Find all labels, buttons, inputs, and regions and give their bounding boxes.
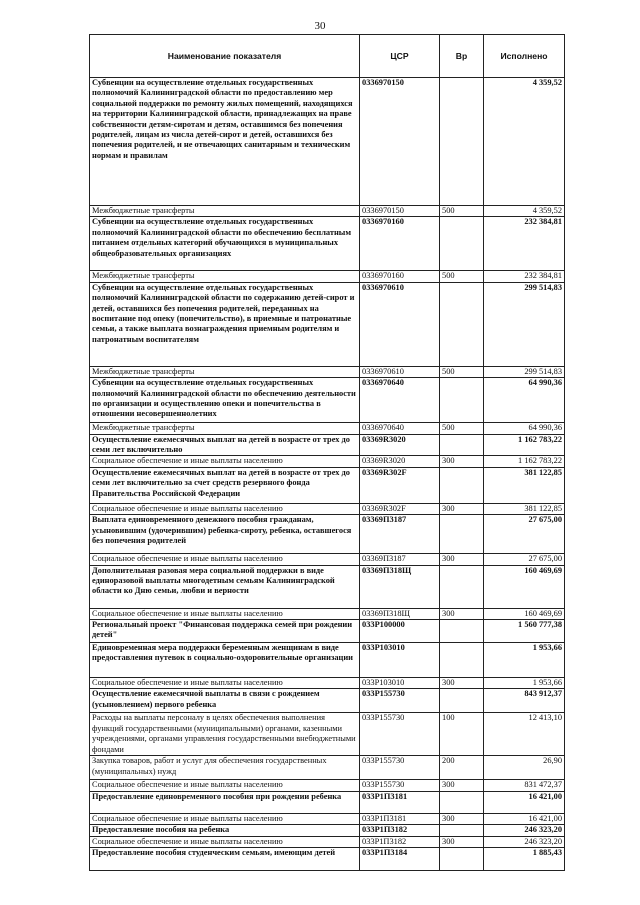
cell-csr: 0336970160 [360, 217, 440, 271]
table-row [90, 206, 565, 217]
cell-amount: 1 953,66 [484, 678, 565, 689]
cell-csr: 033P103010 [360, 643, 440, 678]
cell-vr: 300 [440, 678, 484, 689]
cell-name: Социальное обеспечение и иные выплаты населению [90, 554, 360, 565]
cell-csr: 03369R302F [360, 503, 440, 514]
cell-name: Социальное обеспечение и иные выплаты населению [90, 608, 360, 619]
cell-amount: 246 323,20 [484, 825, 565, 836]
cell-amount: 160 469,69 [484, 565, 565, 608]
cell-vr [440, 467, 484, 503]
cell-amount: 16 421,00 [484, 791, 565, 813]
cell-name: Межбюджетные трансферты [90, 206, 360, 217]
table-row [90, 825, 565, 836]
cell-csr: 03369R3020 [360, 456, 440, 467]
table-row [90, 791, 565, 813]
cell-csr: 033P155730 [360, 780, 440, 791]
table-row [90, 713, 565, 756]
cell-name: Предоставление пособия студенческим семьям, имеющим детей [90, 848, 360, 871]
cell-vr: 300 [440, 836, 484, 847]
cell-amount: 1 885,43 [484, 848, 565, 871]
table-row [90, 378, 565, 423]
cell-name: Социальное обеспечение и иные выплаты населению [90, 456, 360, 467]
table-row [90, 515, 565, 554]
cell-csr: 033P1П3182 [360, 825, 440, 836]
cell-amount: 27 675,00 [484, 515, 565, 554]
table-row [90, 848, 565, 871]
cell-amount: 1 560 777,38 [484, 620, 565, 643]
table-row [90, 620, 565, 643]
cell-vr: 500 [440, 271, 484, 282]
cell-name: Выплата единовременного денежного пособия гражданам, усыновившим (удочерившим) ребенка-сироту, ребенка, оставшегося без попечения родителей [90, 515, 360, 554]
table-row [90, 689, 565, 713]
table-body [90, 78, 565, 871]
table-row [90, 836, 565, 847]
cell-amount: 232 384,81 [484, 271, 565, 282]
cell-name: Осуществление ежемесячных выплат на детей в возрасте от трех до семи лет включительно за счет средств резервного фонда Правительства Российской Федерации [90, 467, 360, 503]
cell-name: Предоставление пособия на ребенка [90, 825, 360, 836]
cell-vr: 300 [440, 608, 484, 619]
header-vr: Вр [440, 35, 484, 78]
table-row [90, 780, 565, 791]
cell-csr: 033P155730 [360, 689, 440, 713]
cell-csr: 03369П318Щ [360, 608, 440, 619]
cell-amount: 4 359,52 [484, 78, 565, 206]
cell-vr: 300 [440, 780, 484, 791]
cell-vr [440, 282, 484, 366]
header-name: Наименование показателя [90, 35, 360, 78]
cell-vr [440, 515, 484, 554]
cell-vr: 300 [440, 503, 484, 514]
cell-vr: 200 [440, 756, 484, 780]
cell-name: Субвенции на осуществление отдельных государственных полномочий Калининградской области по обеспечению деятельности по организации и осуществлению опеки и попечительства в отношении несовершеннолетних [90, 378, 360, 423]
header-csr: ЦСР [360, 35, 440, 78]
cell-amount: 64 990,36 [484, 378, 565, 423]
cell-csr: 0336970640 [360, 423, 440, 434]
cell-csr: 03369R3020 [360, 434, 440, 456]
table-row [90, 217, 565, 271]
cell-amount: 12 413,10 [484, 713, 565, 756]
cell-amount: 1 162 783,22 [484, 456, 565, 467]
cell-csr: 0336970640 [360, 378, 440, 423]
cell-csr: 03369R302F [360, 467, 440, 503]
cell-amount: 843 912,37 [484, 689, 565, 713]
budget-table [89, 34, 565, 871]
table-row [90, 271, 565, 282]
cell-amount: 381 122,85 [484, 467, 565, 503]
cell-name: Предоставление единовременного пособия при рождении ребенка [90, 791, 360, 813]
table-row [90, 554, 565, 565]
cell-name: Расходы на выплаты персоналу в целях обеспечения выполнения функций государственными (муниципальными) органами, казенными учреждениями, органами управления государственными внебюджетными фондами [90, 713, 360, 756]
cell-csr: 0336970150 [360, 78, 440, 206]
table-row [90, 608, 565, 619]
cell-amount: 1 162 783,22 [484, 434, 565, 456]
cell-csr: 033P103010 [360, 678, 440, 689]
cell-csr: 0336970610 [360, 366, 440, 377]
cell-vr [440, 217, 484, 271]
cell-vr [440, 434, 484, 456]
table-row [90, 565, 565, 608]
cell-amount: 160 469,69 [484, 608, 565, 619]
cell-csr: 033P1П3181 [360, 791, 440, 813]
cell-amount: 27 675,00 [484, 554, 565, 565]
table-row [90, 643, 565, 678]
cell-name: Социальное обеспечение и иные выплаты населению [90, 503, 360, 514]
cell-vr: 500 [440, 423, 484, 434]
cell-vr [440, 378, 484, 423]
cell-vr: 100 [440, 713, 484, 756]
cell-csr: 03369П3187 [360, 515, 440, 554]
cell-vr: 500 [440, 206, 484, 217]
cell-amount: 381 122,85 [484, 503, 565, 514]
cell-csr: 033P1П3184 [360, 848, 440, 871]
cell-name: Субвенции на осуществление отдельных государственных полномочий Калининградской области по содержанию детей-сирот и детей, оставшихся без попечения родителей, переданных на воспитание под опеку (попечительство), в приемные и патронатные семьи, а также выплата вознаграждения приемным родителям и патронатным воспитателям [90, 282, 360, 366]
cell-vr [440, 78, 484, 206]
cell-name: Социальное обеспечение и иные выплаты населению [90, 836, 360, 847]
cell-vr: 300 [440, 813, 484, 824]
cell-amount: 299 514,83 [484, 366, 565, 377]
cell-vr [440, 643, 484, 678]
table-row [90, 282, 565, 366]
cell-amount: 232 384,81 [484, 217, 565, 271]
cell-csr: 033P1П3182 [360, 836, 440, 847]
page-number: 30 [314, 20, 326, 32]
cell-vr [440, 565, 484, 608]
cell-amount: 831 472,37 [484, 780, 565, 791]
cell-name: Межбюджетные трансферты [90, 366, 360, 377]
table-row [90, 456, 565, 467]
table-row [90, 813, 565, 824]
cell-amount: 299 514,83 [484, 282, 565, 366]
cell-csr: 0336970150 [360, 206, 440, 217]
cell-vr: 300 [440, 456, 484, 467]
cell-vr [440, 825, 484, 836]
cell-name: Социальное обеспечение и иные выплаты населению [90, 813, 360, 824]
cell-name: Субвенции на осуществление отдельных государственных полномочий Калининградской области по предоставлению мер социальной поддержки по ремонту жилых помещений, находящихся на территории Калининградской области, принадлежащих на праве собственности детям-сиротам и детям, оставшимся без попечения родителей, лицам из числа детей-сирот и детей, оставшихся без попечения родителей, и не отвечающих санитарным и техническим нормам и правилам [90, 78, 360, 206]
cell-amount: 1 953,66 [484, 643, 565, 678]
table-row [90, 366, 565, 377]
cell-name: Единовременная мера поддержки беременным женщинам в виде предоставления путевок в социально-оздоровительные организации [90, 643, 360, 678]
cell-amount: 16 421,00 [484, 813, 565, 824]
cell-vr [440, 689, 484, 713]
cell-amount: 26,90 [484, 756, 565, 780]
cell-csr: 0336970610 [360, 282, 440, 366]
cell-amount: 64 990,36 [484, 423, 565, 434]
cell-csr: 033P155730 [360, 713, 440, 756]
table-row [90, 423, 565, 434]
cell-amount: 4 359,52 [484, 206, 565, 217]
cell-name: Социальное обеспечение и иные выплаты населению [90, 678, 360, 689]
table-row [90, 78, 565, 206]
table-header-row [90, 35, 565, 78]
table-row [90, 678, 565, 689]
cell-name: Межбюджетные трансферты [90, 271, 360, 282]
cell-csr: 03369П318Щ [360, 565, 440, 608]
cell-vr [440, 791, 484, 813]
header-amount: Исполнено [484, 35, 565, 78]
cell-csr: 03369П3187 [360, 554, 440, 565]
cell-name: Субвенции на осуществление отдельных государственных полномочий Калининградской области по обеспечению бесплатным питанием отдельных категорий обучающихся в муниципальных общеобразовательных организациях [90, 217, 360, 271]
table-row [90, 434, 565, 456]
table-row [90, 503, 565, 514]
cell-name: Региональный проект "Финансовая поддержка семей при рождении детей" [90, 620, 360, 643]
cell-csr: 0336970160 [360, 271, 440, 282]
cell-csr: 033P100000 [360, 620, 440, 643]
cell-amount: 246 323,20 [484, 836, 565, 847]
cell-vr: 500 [440, 366, 484, 377]
cell-name: Социальное обеспечение и иные выплаты населению [90, 780, 360, 791]
cell-vr: 300 [440, 554, 484, 565]
cell-vr [440, 848, 484, 871]
cell-name: Осуществление ежемесячных выплат на детей в возрасте от трех до семи лет включительно [90, 434, 360, 456]
cell-name: Закупка товаров, работ и услуг для обеспечения государственных (муниципальных) нужд [90, 756, 360, 780]
table-row [90, 467, 565, 503]
cell-name: Осуществление ежемесячной выплаты в связи с рождением (усыновлением) первого ребенка [90, 689, 360, 713]
table-row [90, 756, 565, 780]
cell-name: Межбюджетные трансферты [90, 423, 360, 434]
cell-csr: 033P1П3181 [360, 813, 440, 824]
cell-csr: 033P155730 [360, 756, 440, 780]
cell-vr [440, 620, 484, 643]
cell-name: Дополнительная разовая мера социальной поддержки в виде единоразовой выплаты многодетным семьям Калининградской области ко Дню семьи, любви и верности [90, 565, 360, 608]
